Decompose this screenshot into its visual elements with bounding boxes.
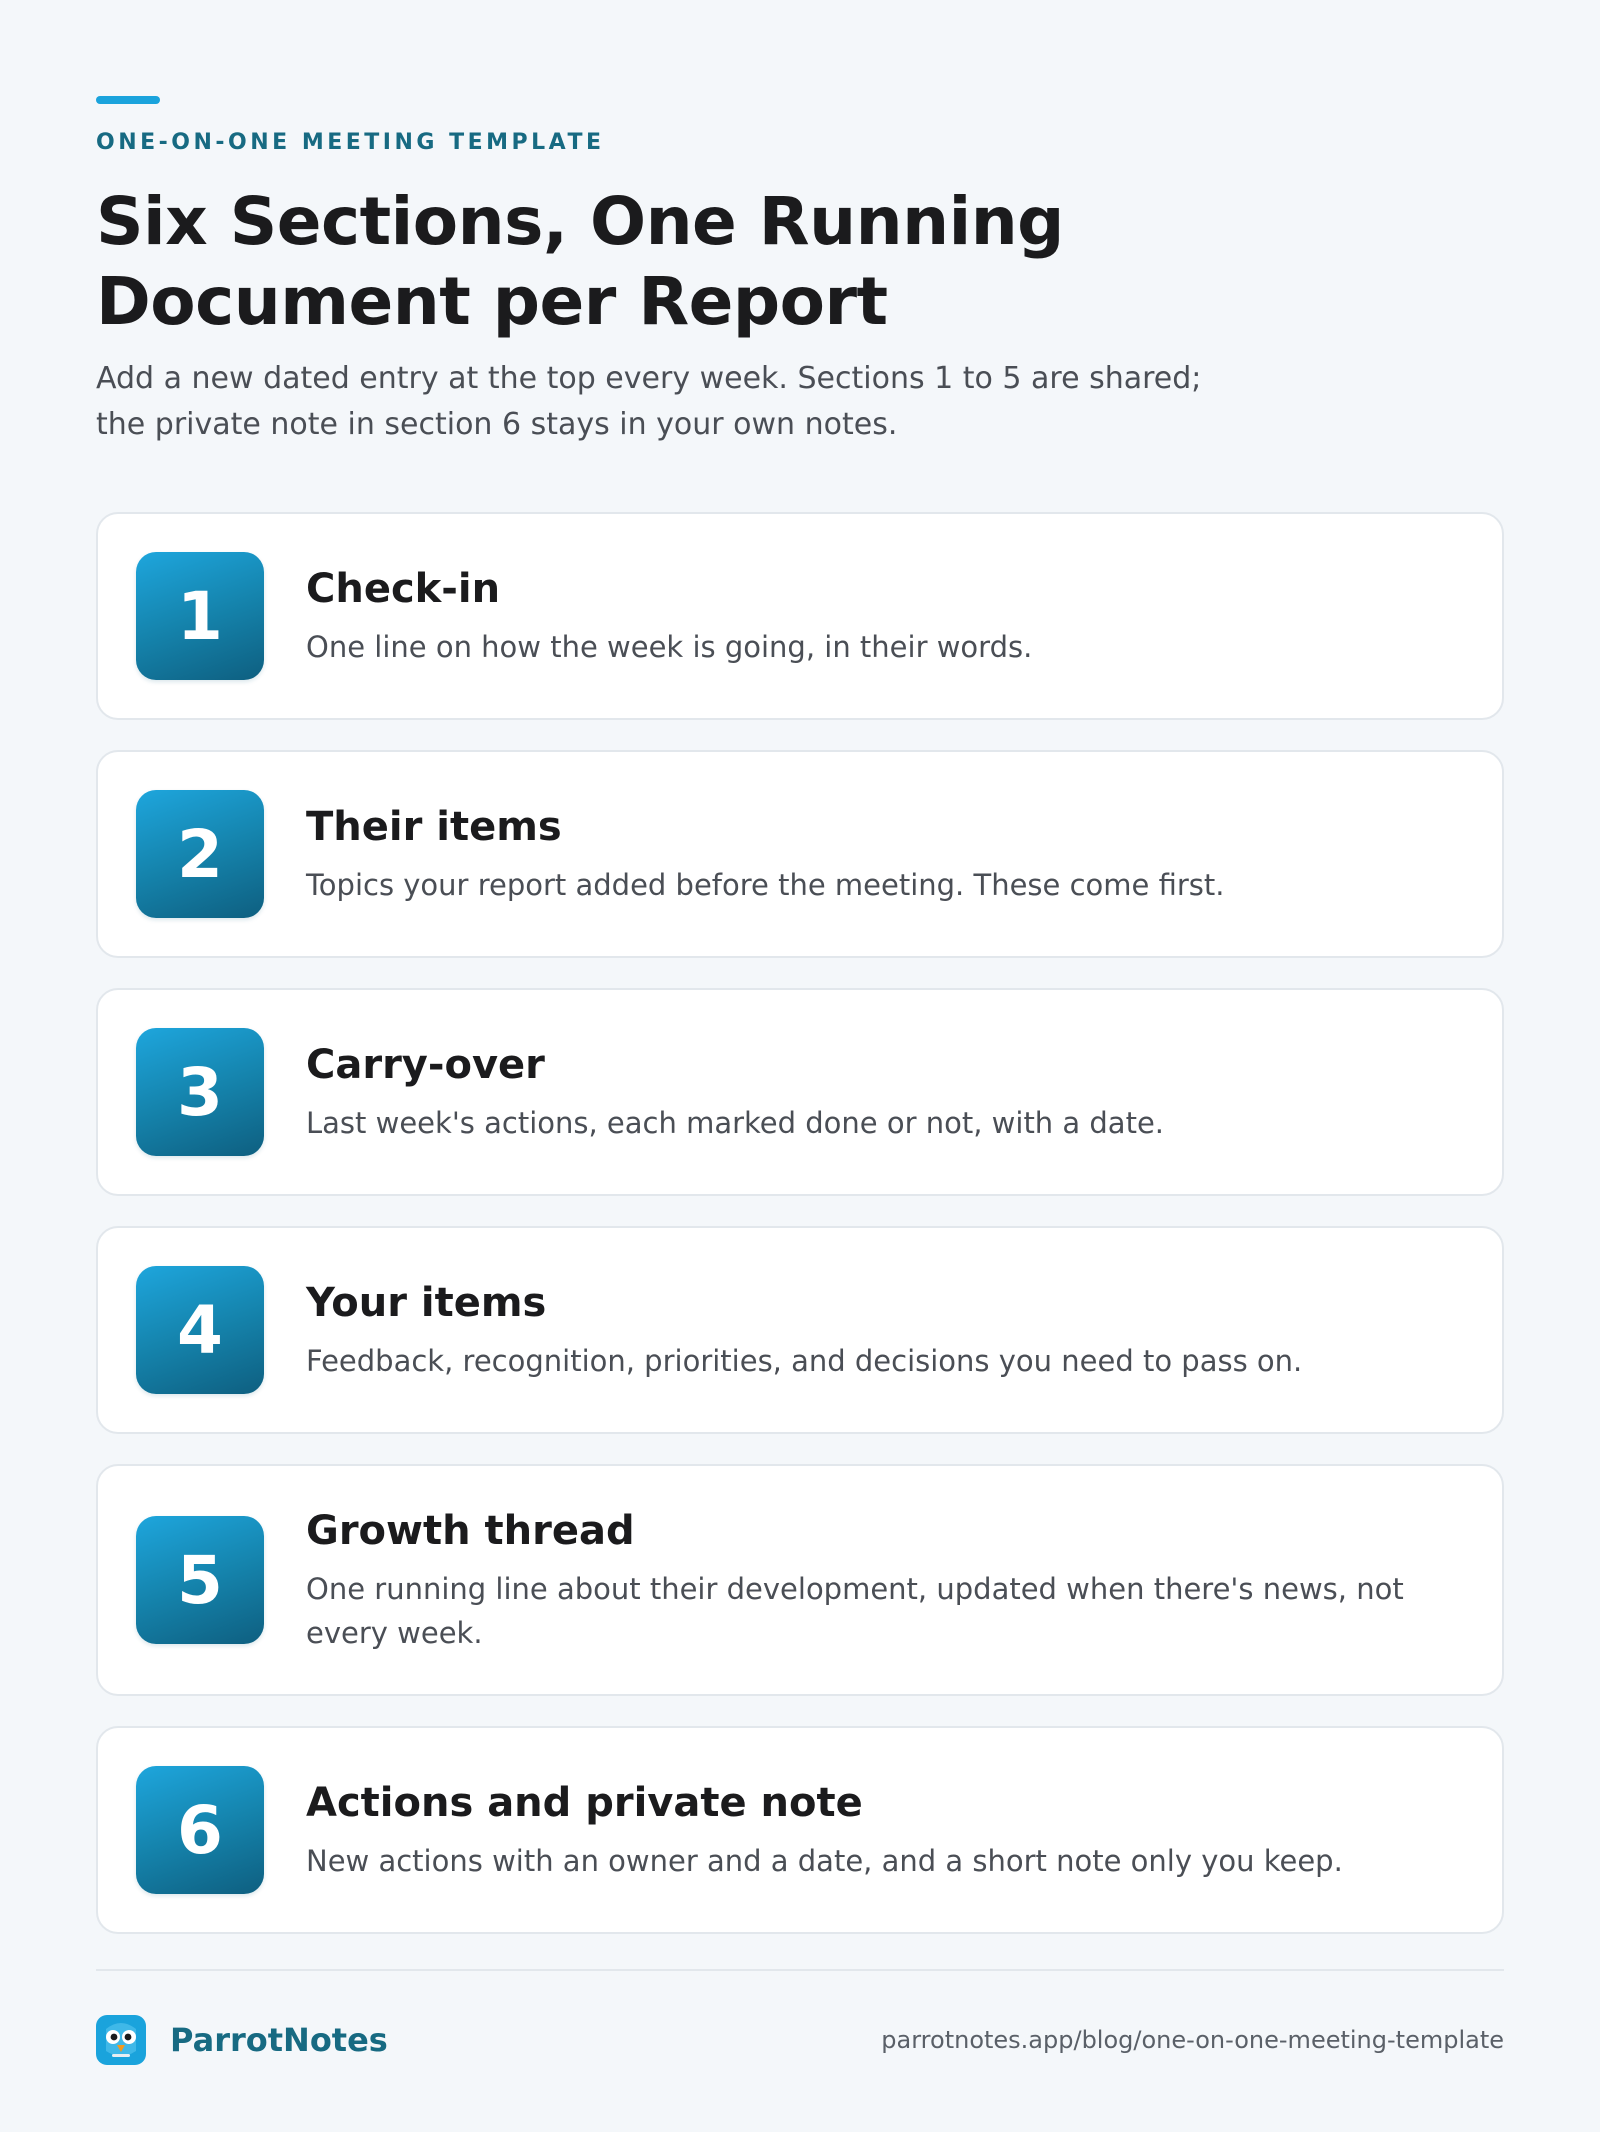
section-card-carry-over <box>96 988 1504 1196</box>
section-number-badge: 3 <box>136 1028 264 1156</box>
eyebrow-label: ONE-ON-ONE MEETING TEMPLATE <box>96 130 605 155</box>
section-text <box>306 1505 1464 1655</box>
section-description: Last week's actions, each marked done or not, with a date. <box>306 1106 1165 1140</box>
parrot-logo-icon <box>96 2015 146 2065</box>
section-card-check-in <box>96 512 1504 720</box>
section-description: One running line about their development, updated when there's news, not every week. <box>306 1572 1404 1650</box>
section-title: Your items <box>306 1280 547 1326</box>
section-description: Topics your report added before the meeting. These come first. <box>306 868 1225 902</box>
section-card-growth-thread <box>96 1464 1504 1696</box>
section-number-badge: 6 <box>136 1766 264 1894</box>
brand-name: ParrotNotes <box>170 2021 388 2059</box>
section-number-badge: 2 <box>136 790 264 918</box>
article-url[interactable]: parrotnotes.app/blog/one-on-one-meeting-template <box>881 2026 1504 2054</box>
section-text <box>306 1039 1464 1145</box>
section-title: Growth thread <box>306 1508 635 1554</box>
section-number-badge: 5 <box>136 1516 264 1644</box>
section-text <box>306 1277 1464 1383</box>
footer-divider <box>96 1969 1504 1971</box>
brand <box>96 2015 388 2065</box>
section-card-your-items <box>96 1226 1504 1434</box>
footer <box>96 2010 1504 2070</box>
section-card-their-items <box>96 750 1504 958</box>
page-title-line-2: Document per Report <box>96 263 888 340</box>
section-title: Carry-over <box>306 1042 545 1088</box>
section-title: Check-in <box>306 566 501 612</box>
section-title: Their items <box>306 804 562 850</box>
section-description: One line on how the week is going, in their words. <box>306 630 1033 664</box>
section-title: Actions and private note <box>306 1780 863 1826</box>
section-text <box>306 801 1464 907</box>
section-text <box>306 1777 1464 1883</box>
page-title <box>96 182 1504 342</box>
page-title-line-1: Six Sections, One Running <box>96 183 1064 260</box>
section-list <box>96 512 1504 1934</box>
section-text <box>306 563 1464 669</box>
accent-bar <box>96 96 160 104</box>
section-number-badge: 1 <box>136 552 264 680</box>
section-description: New actions with an owner and a date, and a short note only you keep. <box>306 1844 1343 1878</box>
section-description: Feedback, recognition, priorities, and decisions you need to pass on. <box>306 1344 1303 1378</box>
page-subtitle: Add a new dated entry at the top every week. Sections 1 to 5 are shared; the private note in section 6 stays in your own notes. <box>96 361 1202 442</box>
section-number-badge: 4 <box>136 1266 264 1394</box>
section-card-actions-private-note <box>96 1726 1504 1934</box>
page <box>96 96 1504 1964</box>
